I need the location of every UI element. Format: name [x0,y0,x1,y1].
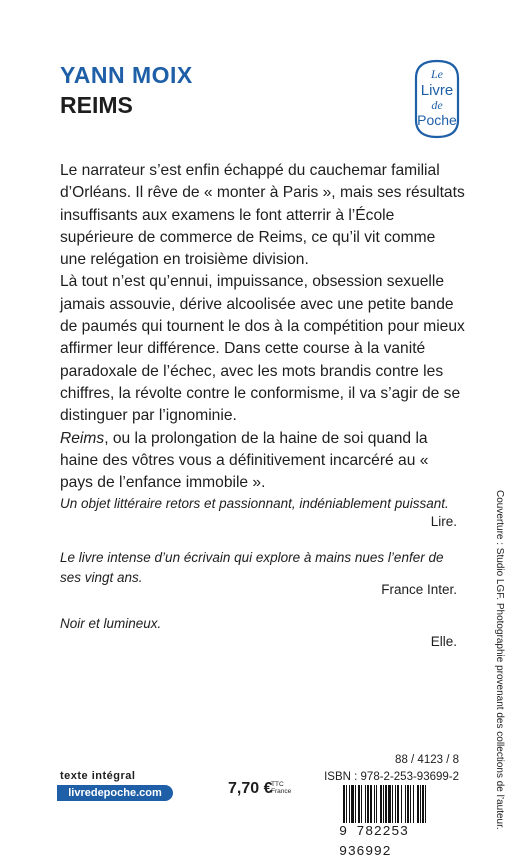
back-cover-blurb [60,160,465,494]
ean-number: 9 782253 936992 [339,823,463,843]
blurb-paragraph-1: Le narrateur s’est enfin échappé du cauchemar familial d’Orléans. Il rêve de « monter à Paris », mais ses résultats insuffisants aux examens le font atterrir à l’École supérieure de commerce de Reims, ce qu’il vit comme une relégation en troisième division. [60,162,465,269]
price-ttc: TTC [271,781,284,788]
texte-integral-label: texte intégral [60,770,136,782]
logo-text-le: Le [431,67,443,81]
price-tax-note [271,781,291,795]
logo-text-poche: Poche [417,112,457,128]
website-link[interactable]: livredepoche.com [57,785,173,801]
logo-text-livre: Livre [420,82,454,99]
livre-de-poche-logo [408,58,466,140]
price: 7,70 € [228,780,273,797]
logo-text-de: de [431,98,443,112]
book-title: REIMS [60,92,133,118]
blurb-paragraph-3 [60,428,465,495]
press-quote-2: Le livre intense d’un écrivain qui explore à mains nues l’enfer de ses vingt ans. [60,550,444,585]
press-source-2: France Inter. [381,582,457,597]
author-name: YANN MOIX [60,62,193,88]
blurb-book-title: Reims [60,429,105,447]
price-country: France [271,788,292,795]
press-source-3: Elle. [430,634,457,649]
isbn: ISBN : 978-2-253-93699-2 [324,771,459,783]
press-quote-1: Un objet littéraire retors et passionnant, indéniablement puissant. [60,496,449,511]
press-source-1: Lire. [430,514,457,529]
blurb-paragraph-2: Là tout n’est qu’ennui, impuissance, obsession sexuelle jamais assouvie, dérive alcoolisée avec une petite bande de paumés qui tournent le dos à la compétition pour mieux affirmer leur différence. Dans cette course à la vanité paradoxale de l’échec, avec les mots brandis contre les chiffres, la révolte contre le conformisme, il va s’agir de se distinguer par l’ignominie. [60,273,465,425]
product-code: 88 / 4123 / 8 [395,754,459,766]
blurb-paragraph-3-text: , ou la prolongation de la haine de soi quand la haine des vôtres vous a définitivement incarcéré au « pays de l’enfance immobile ». [60,429,429,492]
cover-credit: Couverture : Studio LGF. Photographie provenant des collections de l’auteur. [494,490,505,830]
press-quote-3: Noir et lumineux. [60,616,162,631]
